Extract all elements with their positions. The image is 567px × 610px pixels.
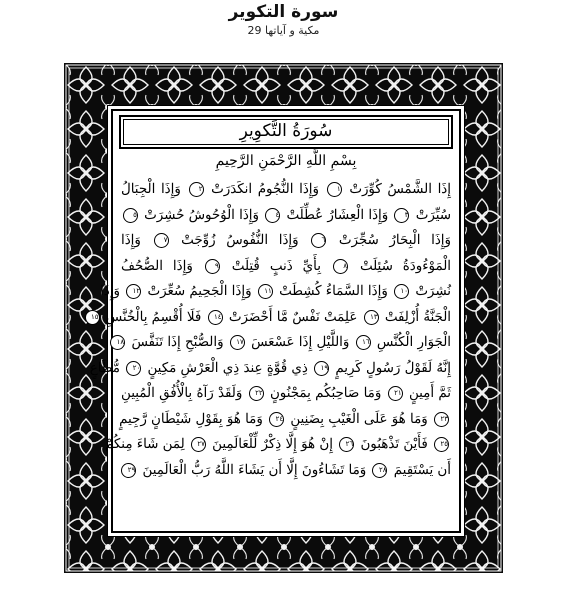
ayah-number-marker: ١١: [258, 284, 273, 299]
verse-text: وَإِذَا الْبِحَارُ سُجِّرَتْ: [328, 233, 451, 248]
verse-text: مُّطَاعٍ: [89, 360, 120, 376]
verse-line: [121, 254, 451, 280]
surah-subtitle: مكية و آياتها 29: [247, 24, 320, 37]
verse-line: [121, 381, 451, 407]
verse-text: وَالصُّبْحِ إِذَا تَنَفَّسَ: [127, 335, 224, 350]
verse-text: وَمَا هُوَ بِقَوْلِ شَيْطَانٍ رَّجِيمٍ: [119, 411, 263, 427]
verse-text: وَإِذَا النُّفُوسُ زُوِّجَتْ: [170, 233, 299, 248]
verse-line: [121, 228, 451, 254]
ayah-number-marker: ٢: [189, 182, 204, 197]
ayah-number-marker: ٢٣: [434, 412, 449, 427]
ayah-number-marker: ٢٧: [191, 437, 206, 452]
bismillah: بِسْمِ اللَّهِ الرَّحْمَنِ الرَّحِيمِ: [215, 153, 357, 169]
verse-line: [89, 356, 451, 382]
ayah-number-marker: ٥: [123, 208, 138, 223]
surah-heading: سورة التكوير: [228, 2, 339, 22]
verse-text: الْمَوْءُودَةُ سُئِلَتْ: [349, 258, 451, 274]
verse-text: وَمَا تَشَاءُونَ إِلَّا أَن يَشَاءَ اللَّهُ رَبُّ الْعَالَمِينَ: [138, 462, 367, 478]
verses-body: [89, 177, 452, 483]
verse-text: الْجَنَّةُ أُزْلِفَتْ: [380, 309, 451, 325]
verse-text: عَلِمَتْ نَفْسٌ مَّا أَحْضَرَتْ: [224, 309, 358, 325]
ayah-number-marker: ٢٤: [269, 412, 284, 427]
verse-line: [105, 432, 451, 458]
ayah-number-marker: ١٩: [314, 361, 329, 376]
ayah-number-marker: ١: [327, 182, 342, 197]
ayah-number-marker: ٢٨: [372, 463, 387, 478]
ayah-number-marker: ٢٩: [121, 463, 136, 478]
verse-text: وَإِذَا السَّمَاءُ كُشِطَتْ: [274, 284, 388, 299]
surah-name-cartouche: [119, 115, 453, 149]
verse-text: وَإِذَا الْعِشَارُ عُطِّلَتْ: [282, 207, 389, 223]
ayah-number-marker: ١٧: [230, 335, 245, 350]
verse-text: سُيِّرَتْ: [411, 207, 451, 223]
verse-text: إِنْ هُوَ إِلَّا ذِكْرٌ لِّلْعَالَمِينَ: [207, 437, 333, 452]
ayah-number-marker: ٢٠: [126, 361, 141, 376]
verse-line: [121, 203, 451, 229]
ayah-number-marker: ٣: [394, 208, 409, 223]
verse-text: وَإِذَا النُّجُومُ انكَدَرَتْ: [205, 182, 319, 197]
verse-text: بِأَيِّ ذَنبٍ قُتِلَتْ: [221, 258, 321, 274]
ayah-number-marker: ٩: [205, 259, 220, 274]
verse-text: فَأَيْنَ تَذْهَبُونَ: [356, 437, 428, 452]
ayah-number-marker: ١٢: [126, 284, 141, 299]
ayah-number-marker: ٢١: [388, 386, 403, 401]
text-panel: [89, 109, 461, 533]
ayah-number-marker: ٢٥: [434, 437, 449, 452]
ayah-number-marker: ١٥: [85, 310, 100, 325]
verse-text: الْجَوَارِ الْكُنَّسِ: [372, 335, 451, 350]
ayah-number-marker: ٦: [311, 233, 326, 248]
ayah-number-marker: ٧: [154, 233, 169, 248]
surah-name: سُورَةُ التَّكوِيرِ: [239, 121, 333, 141]
verse-line: [121, 458, 451, 484]
ayah-number-marker: ١٨: [110, 335, 125, 350]
verse-text: وَإِذَا الْجِبَالُ: [121, 182, 181, 197]
verse-text: نُشِرَتْ: [411, 284, 451, 299]
verse-line: [121, 407, 451, 433]
verse-text: وَإِذَا الْجَحِيمُ سُعِّرَتْ: [143, 284, 252, 299]
verse-text: وَلَقَدْ رَآهُ بِالْأُفُقِ الْمُبِينِ: [121, 386, 243, 401]
ayah-number-marker: ١٠: [394, 284, 409, 299]
verse-line: [90, 305, 451, 331]
verse-text: وَمَا هُوَ عَلَى الْغَيْبِ بِضَنِينٍ: [286, 411, 428, 427]
verse-text: وَاللَّيْلِ إِذَا عَسْعَسَ: [246, 335, 350, 350]
ayah-number-marker: ٨: [333, 259, 348, 274]
mushaf-page-frame: [64, 63, 503, 573]
ayah-number-marker: ١٦: [356, 335, 371, 350]
verse-line: [100, 279, 451, 305]
ayah-number-marker: ٢٦: [339, 437, 354, 452]
verse-line: [116, 330, 451, 356]
verse-text: فَلَا أُقْسِمُ بِالْخُنَّسِ: [101, 309, 202, 325]
verse-text: وَإِذَا الصُّحُفُ: [121, 258, 193, 274]
verse-text: وَمَا صَاحِبُكُم بِمَجْنُونٍ: [265, 386, 382, 401]
ayah-number-marker: ٤: [265, 208, 280, 223]
verse-text: أَن يَسْتَقِيمَ: [389, 462, 451, 478]
verse-text: إِنَّهُ لَقَوْلُ رَسُولٍ كَرِيمٍ: [331, 360, 451, 376]
verse-text: ثَمَّ أَمِينٍ: [404, 386, 452, 401]
verse-text: إِذَا الشَّمْسُ كُوِّرَتْ: [343, 182, 451, 197]
verse-text: وَإِذَا: [121, 233, 141, 248]
ayah-number-marker: ٢٢: [249, 386, 264, 401]
verse-line: [121, 177, 451, 203]
ayah-number-marker: ١٣: [364, 310, 379, 325]
verse-text: لِمَن شَاءَ مِنكُمْ: [105, 437, 185, 452]
verse-text: ذِي قُوَّةٍ عِندَ ذِي الْعَرْشِ مَكِينٍ: [143, 360, 308, 376]
ayah-number-marker: ١٤: [208, 310, 223, 325]
verse-text: وَإِذَا الْوُحُوشُ حُشِرَتْ: [139, 207, 259, 223]
verse-text: وَإِذَا: [100, 284, 120, 299]
